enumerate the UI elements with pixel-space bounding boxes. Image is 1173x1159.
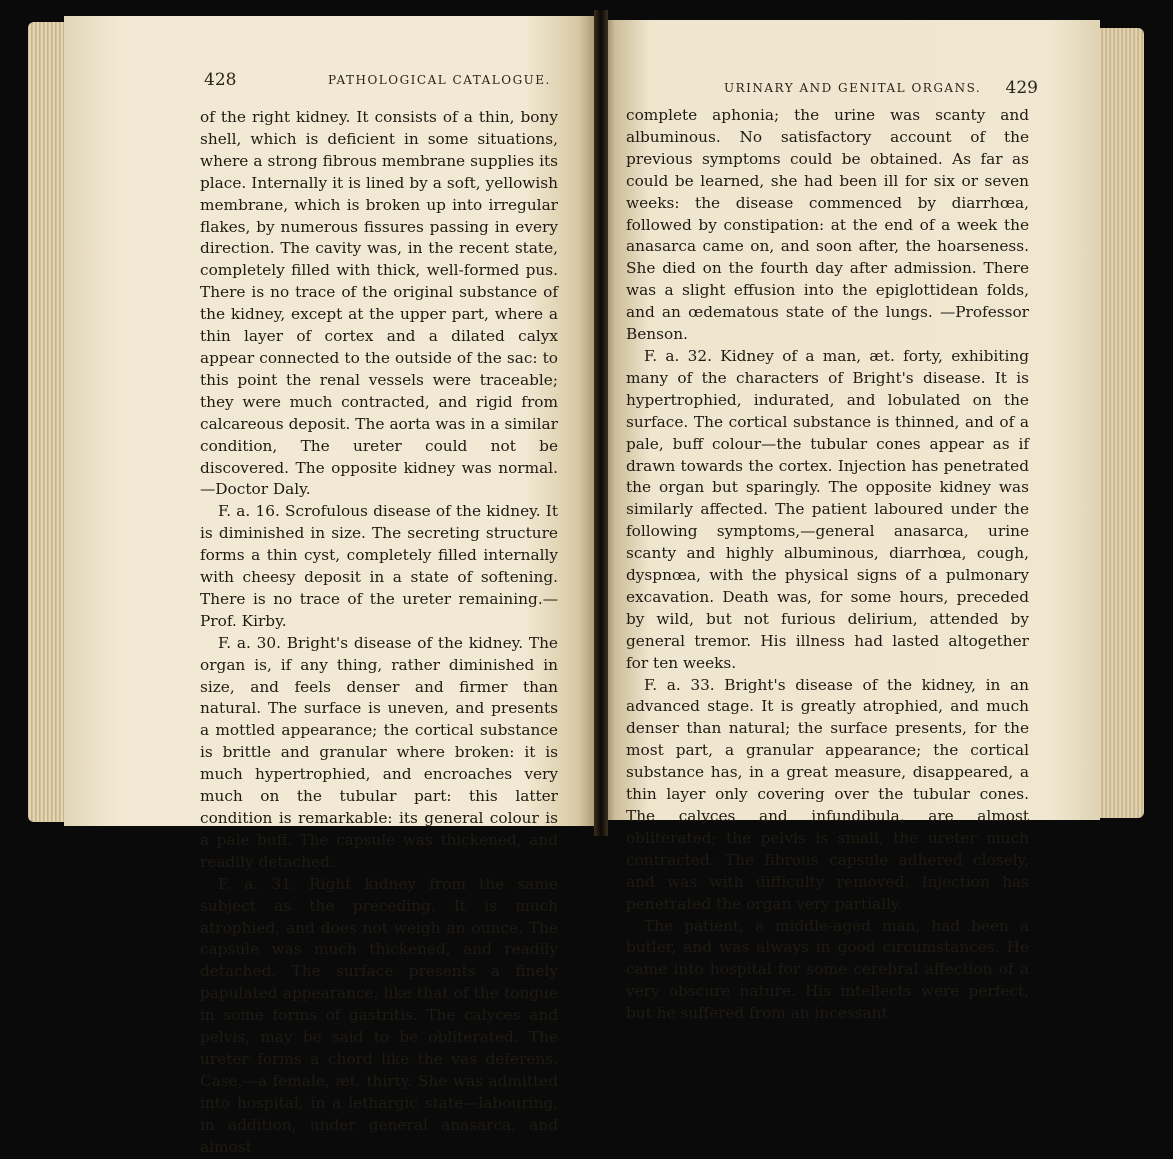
right-page-number: 429 [1005, 78, 1038, 98]
right-running-title: URINARY AND GENITAL ORGANS. [724, 81, 982, 95]
left-page-text [200, 107, 558, 1159]
right-page-edges [1098, 28, 1144, 818]
paragraph: F. a. 16. Scrofulous disease of the kidney. It is diminished in size. The secreting structure forms a thin cyst, completely filled internally with cheesy deposit in a state of softening. There is no trace of the ureter remaining.—Prof. Kirby. [200, 502, 558, 630]
left-page-number: 428 [204, 70, 237, 90]
paragraph: The patient, a middle-aged man, had been a butler, and was always in good circumstances. He came into hospital for some cerebral affection of a very obscure nature. His intellects were perfect, but he suffered from an incessant [626, 916, 1029, 1023]
left-running-head [204, 70, 556, 94]
paragraph: F. a. 32. Kidney of a man, æt. forty, exhibiting many of the characters of Bright's disease. It is hypertrophied, indurated, and lobulated on the surface. The cortical substance is thinned, and of a pale, buff colour—the tubular cones appear as if drawn towards the cortex. Injection has penetrated the organ but sparingly. The opposite kidney was similarly affected. The patient laboured under the following symptoms,—general anasarca, urine scanty and highly albuminous, diarrhœa, cough, dyspnœa, with the physical signs of a pulmonary excavation. Death was, for some hours, preceded by wild, but not furious delirium, attended by general tremor. His illness had lasted altogether for ten weeks. [626, 346, 1029, 672]
paragraph: of the right kidney. It consists of a thin, bony shell, which is deficient in some situations, where a strong fibrous membrane supplies its place. Internally it is lined by a soft, yellowish membrane, which is broken up into irregular flakes, by numerous fissures passing in every direction. The cavity was, in the recent state, completely filled with thick, well-formed pus. There is no trace of the original substance of the kidney, except at the upper part, where a thin layer of cortex and a dilated calyx appear connected to the outside of the sac: to this point the renal vessels were traceable; they were much contracted, and rigid from calcareous deposit. The aorta was in a similar condition, The ureter could not be discovered. The opposite kidney was normal.—Doctor Daly. [200, 108, 558, 499]
paragraph: F. a. 30. Bright's disease of the kidney. The organ is, if any thing, rather diminished in size, and feels denser and firmer than natural. The surface is uneven, and presents a mottled appearance; the cortical substance is brittle and granular where broken: it is much hypertrophied, and encroaches very much on the tubular part: this latter condition is remarkable: its general colour is a pale buff. The capsule was thickened, and readily detached. [200, 633, 558, 871]
left-running-title: PATHOLOGICAL CATALOGUE. [328, 73, 551, 87]
paragraph: F. a. 33. Bright's disease of the kidney, in an advanced stage. It is greatly atrophied, and much denser than natural; the surface presents, for the most part, a granular appearance; the cortical substance has, in a great measure, disappeared, a thin layer only covering over the tubular cones. The calyces and infundibula, are almost obliterated; the pelvis is small, the ureter much contracted. The fibrous capsule adhered closely, and was with difficulty removed. Injection has penetrated the organ very partially. [626, 675, 1029, 913]
left-page [64, 16, 600, 1156]
right-page-text [626, 105, 1029, 1025]
paragraph: F. a. 31. Right kidney from the same subject as the preceding. It is much atrophied, and does not weigh an ounce. The capsule was much thickened, and readily detached. The surface presents a finely papulated appearance, like that of the tongue in some forms of gastritis. The calyces and pelvis, may be said to be obliterated. The ureter forms a chord like the vas deferens. Case,—a female, æt. thirty. She was admitted into hospital, in a lethargic state—labouring, in addition, under general anasarca, and almost [200, 874, 558, 1156]
right-running-head [626, 78, 1038, 102]
book-gutter [594, 10, 608, 836]
right-page [600, 20, 1100, 1023]
paragraph: complete aphonia; the urine was scanty and albuminous. No satisfactory account of the previous symptoms could be obtained. As far as could be learned, she had been ill for six or seven weeks: the disease commenced by diarrhœa, followed by constipation: at the end of a week the anasarca came on, and soon after, the hoarseness. She died on the fourth day after admission. There was a slight effusion into the epiglottidean folds, and an œdematous state of the lungs. —Professor Benson. [626, 106, 1029, 344]
